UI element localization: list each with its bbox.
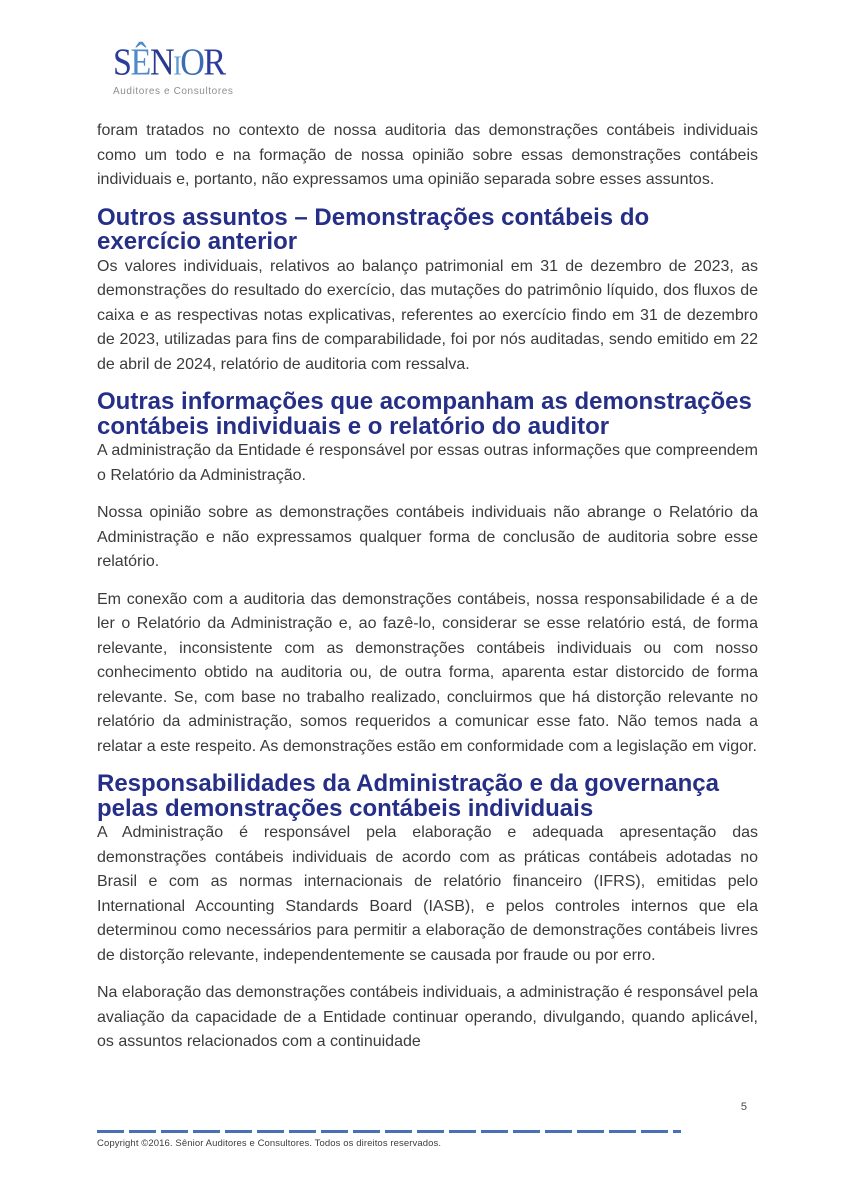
logo-letter: Ê bbox=[130, 41, 150, 84]
page-number: 5 bbox=[740, 1101, 747, 1113]
paragraph: Na elaboração das demonstrações contábeis individuais, a administração é responsável pela avaliação da capacidade de a Entidade continuar operando, divulgando, quando aplicável, os assuntos relacionados com a continuidade bbox=[97, 984, 758, 1050]
document-body bbox=[97, 119, 758, 1055]
logo-letter: R bbox=[203, 41, 225, 84]
logo-letter: I bbox=[173, 50, 181, 81]
footer-copyright: Copyright ©2016. Sênior Auditores e Consultores. Todos os direitos reservados. bbox=[97, 1138, 442, 1149]
company-logo-wordmark bbox=[113, 41, 297, 85]
logo-letter: O bbox=[180, 41, 204, 84]
logo-letter: N bbox=[149, 41, 174, 84]
footer-divider-line bbox=[97, 1130, 681, 1133]
paragraph: foram tratados no contexto de nossa auditoria das demonstrações contábeis individuais como um todo e na formação de nossa opinião sobre essas demonstrações contábeis individuais e, portanto, não expressamos uma opinião separada sobre esses assuntos. bbox=[97, 122, 758, 188]
paragraph: Nossa opinião sobre as demonstrações contábeis individuais não abrange o Relatório da Administração e não expressamos qualquer forma de conclusão de auditoria sobre esse relatório. bbox=[97, 504, 758, 570]
section-heading-responsabilidades: Responsabilidades da Administração e da governança pelas demonstrações contábeis individuais bbox=[97, 770, 719, 822]
paragraph: A administração da Entidade é responsável por essas outras informações que compreendem o Relatório da Administração. bbox=[97, 442, 758, 484]
company-logo-subtitle: Auditores e Consultores bbox=[113, 86, 234, 97]
paragraph: A Administração é responsável pela elaboração e adequada apresentação das demonstrações contábeis individuais de acordo com as práticas contábeis adotadas no Brasil e com as normas internacionais de relatório financeiro (IFRS), emitidas pelo International Accounting Standards Board (IASB), e pelos controles internos que ela determinou como necessários para permitir a elaboração de demonstrações contábeis livres de distorção relevante, independentemente se causada por fraude ou por erro. bbox=[97, 824, 758, 964]
section-heading-outros-assuntos: Outros assuntos – Demonstrações contábeis do exercício anterior bbox=[97, 203, 650, 255]
logo-letter: S bbox=[113, 41, 131, 84]
paragraph: Em conexão com a auditoria das demonstrações contábeis, nossa responsabilidade é a de ler o Relatório da Administração e, ao fazê-lo, considerar se esse relatório está, de forma relevante, inconsistente com as demonstrações contábeis individuais ou com nosso conhecimento obtido na auditoria ou, de outra forma, aparenta estar distorcido de forma relevante. Se, com base no trabalho realizado, concluirmos que há distorção relevante no relatório da administração, somos requeridos a comunicar esse fato. Não temos nada a relatar a este respeito. As demonstrações estão em conformidade com a legislação em vigor. bbox=[97, 590, 758, 755]
section-heading-outras-informacoes: Outras informações que acompanham as demonstrações contábeis individuais e o relatório do auditor bbox=[97, 388, 752, 440]
paragraph: Os valores individuais, relativos ao balanço patrimonial em 31 de dezembro de 2023, as demonstrações do resultado do exercício, das mutações do patrimônio líquido, dos fluxos de caixa e as respectivas notas explicativas, referentes ao exercício findo em 31 de dezembro de 2023, utilizadas para fins de comparabilidade, foi por nós auditadas, sendo emitido em 22 de abril de 2024, relatório de auditoria com ressalva. bbox=[97, 257, 758, 373]
company-logo bbox=[113, 41, 313, 97]
